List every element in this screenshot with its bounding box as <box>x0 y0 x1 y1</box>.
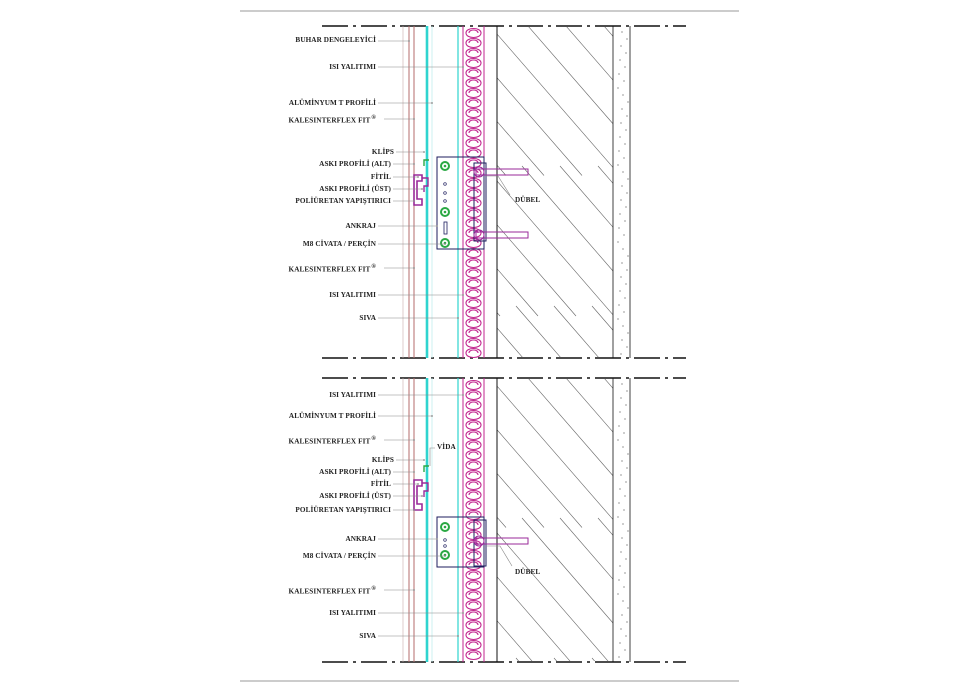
label-clip: KLİPS <box>371 148 394 156</box>
plaster-grain <box>626 390 627 391</box>
plaster-grain <box>624 572 625 573</box>
hatch-line <box>680 26 810 176</box>
leader-vapour-dot <box>408 40 410 42</box>
plaster-grain <box>621 262 622 263</box>
plaster-grain <box>623 311 624 312</box>
label-anchor: ANKRAJ <box>345 535 376 543</box>
label-polyurethane-adhesive: POLİÜRETAN YAPIŞTIRICI <box>295 197 391 205</box>
plaster-grain <box>626 621 627 622</box>
label-anchor: ANKRAJ <box>345 222 376 230</box>
hatch-line <box>642 378 772 528</box>
hatch-line <box>98 306 228 456</box>
hatch-line <box>376 378 506 528</box>
hanger-profile <box>414 175 422 205</box>
hatch-line <box>174 306 304 456</box>
plaster-grain <box>619 565 620 566</box>
hatch-line <box>680 378 810 528</box>
hatch-line <box>832 378 962 528</box>
plaster-grain <box>626 192 627 193</box>
hatch-line <box>554 306 684 456</box>
detail-top <box>98 26 980 456</box>
bracket-hole <box>444 539 447 542</box>
hatch-line <box>750 518 880 668</box>
plaster-grain <box>622 325 623 326</box>
leader-kalesinterflex-dot <box>413 118 415 120</box>
label-polyurethane-adhesive: POLİÜRETAN YAPIŞTIRICI <box>295 506 391 514</box>
hatch-line <box>744 306 874 456</box>
leader-anchor-dot <box>436 225 438 227</box>
plaster-grain <box>618 73 619 74</box>
label-insulation-2: ISI YALITIMI <box>329 609 376 617</box>
hatch-line <box>528 26 658 176</box>
hatch-line <box>522 518 652 668</box>
leader-bolt-dot <box>444 555 446 557</box>
plaster-grain <box>626 38 627 39</box>
hatch-line <box>636 166 766 316</box>
plaster-grain <box>625 635 626 636</box>
hatch-line <box>946 26 980 176</box>
plaster-grain <box>622 248 623 249</box>
plaster-grain <box>622 600 623 601</box>
leader-clip-dot <box>423 151 425 153</box>
hatch-line <box>592 658 722 692</box>
hatch-line <box>136 658 266 692</box>
plaster-grain <box>626 115 627 116</box>
plaster-grain <box>623 586 624 587</box>
hatch-line <box>744 658 874 692</box>
label-hanger-profile-lower: ASKI PROFİLİ (ALT) <box>319 468 391 476</box>
hatch-line <box>402 306 532 456</box>
plaster-grain <box>627 101 628 102</box>
plaster-grain <box>620 474 621 475</box>
leader-kalesinterflex-2-dot <box>413 267 415 269</box>
plaster-grain <box>627 332 628 333</box>
leader-hanger-lower-dot <box>413 471 415 473</box>
bracket-hole <box>444 192 447 195</box>
plaster-grain <box>625 206 626 207</box>
plaster-grain <box>624 418 625 419</box>
slot <box>444 222 447 234</box>
label-hanger-profile-upper: ASKI PROFİLİ (ÜST) <box>319 185 391 193</box>
leader-screw <box>430 448 435 466</box>
hatch-line <box>604 26 734 176</box>
hatch-line <box>414 26 544 176</box>
plaster-grain <box>626 467 627 468</box>
hatch-line <box>136 306 266 456</box>
leader-dowel <box>486 546 512 566</box>
plaster-grain <box>619 136 620 137</box>
hatch-line <box>788 518 918 668</box>
hatch-line <box>598 518 728 668</box>
hatch-line <box>516 306 646 456</box>
hatch-line <box>908 378 980 528</box>
plaster-grain <box>624 66 625 67</box>
hatch-line <box>364 658 494 692</box>
plaster-grain <box>619 213 620 214</box>
hatch-line <box>718 26 848 176</box>
plaster-grain <box>617 164 618 165</box>
label-hanger-profile-lower: ASKI PROFİLİ (ALT) <box>319 160 391 168</box>
plaster-grain <box>617 439 618 440</box>
hatch-line <box>674 518 804 668</box>
hatch-line <box>522 166 652 316</box>
plaster-grain <box>621 614 622 615</box>
label-kalesinterflex-fit-2: KALESINTERFLEX FIT® <box>288 264 376 274</box>
label-dowel: DÜBEL <box>515 568 541 576</box>
leader-kalesinterflex-dot <box>413 439 415 441</box>
hatch-line <box>560 518 690 668</box>
hatch-line <box>174 658 304 692</box>
plaster-grain <box>623 432 624 433</box>
hatch-line <box>440 306 570 456</box>
plaster-grain <box>618 425 619 426</box>
hatch-line <box>750 166 880 316</box>
label-kalesinterflex-fit: KALESINTERFLEX FIT® <box>288 115 376 125</box>
hatch-line <box>630 306 760 456</box>
plaster-grain <box>625 481 626 482</box>
hatch-line <box>250 306 380 456</box>
plaster-grain <box>625 404 626 405</box>
label-m8-bolt-rivet: M8 CİVATA / PERÇİN <box>302 240 376 248</box>
label-aluminium-t-profile: ALÜMİNYUM T PROFİLİ <box>288 99 376 107</box>
plaster-grain <box>624 143 625 144</box>
plaster-grain <box>626 269 627 270</box>
plaster-grain <box>620 353 621 354</box>
hatch-line <box>484 166 614 316</box>
plaster-grain <box>627 255 628 256</box>
label-screw: VİDA <box>437 443 456 451</box>
hatch-line <box>870 378 980 528</box>
concrete-hatch <box>98 26 980 456</box>
leader-adhesive-dot <box>413 200 415 202</box>
label-aluminium-t-profile: ALÜMİNYUM T PROFİLİ <box>288 412 376 420</box>
hatch-line <box>712 518 842 668</box>
label-hanger-profile-upper: ASKI PROFİLİ (ÜST) <box>319 492 391 500</box>
bracket-hole <box>444 545 447 548</box>
hatch-line <box>528 378 658 528</box>
hatch-line <box>636 518 766 668</box>
hatch-line <box>718 378 848 528</box>
label-m8-bolt-rivet: M8 CİVATA / PERÇİN <box>302 552 376 560</box>
plaster-grain <box>619 290 620 291</box>
label-insulation: ISI YALITIMI <box>329 391 376 399</box>
hatch-line <box>566 26 696 176</box>
hatch-line <box>794 26 924 176</box>
hatch-line <box>566 378 696 528</box>
plaster-grain <box>619 642 620 643</box>
label-kalesinterflex-fit: KALESINTERFLEX FIT® <box>288 436 376 446</box>
label-plaster: SIVA <box>359 632 376 640</box>
hatch-line <box>674 166 804 316</box>
plaster-grain <box>618 150 619 151</box>
plaster-grain <box>621 460 622 461</box>
plaster-grain <box>617 593 618 594</box>
hatch-line <box>592 306 722 456</box>
leader-t-profile-dot <box>431 415 433 417</box>
plaster-grain <box>624 297 625 298</box>
hatch-line <box>490 26 620 176</box>
plaster-grain <box>622 171 623 172</box>
hatch-line <box>212 658 342 692</box>
plaster-grain <box>625 52 626 53</box>
hatch-line <box>756 378 886 528</box>
hatch-line <box>484 518 614 668</box>
plaster-grain <box>620 199 621 200</box>
hatch-line <box>288 658 418 692</box>
plaster-grain <box>619 411 620 412</box>
detail-bottom <box>98 378 980 692</box>
bracket-hole <box>444 183 447 186</box>
hatch-line <box>604 378 734 528</box>
plaster-grain <box>622 94 623 95</box>
plaster-grain <box>619 59 620 60</box>
bolt-center <box>444 211 447 214</box>
plaster-grain <box>621 31 622 32</box>
hatch-line <box>288 306 418 456</box>
plaster-grain <box>618 227 619 228</box>
plaster-grain <box>620 122 621 123</box>
plaster-grain <box>618 502 619 503</box>
label-kalesinterflex-fit-2: KALESINTERFLEX FIT® <box>288 586 376 596</box>
label-insulation-2: ISI YALITIMI <box>329 291 376 299</box>
plaster-grain <box>627 607 628 608</box>
plaster-grain <box>621 537 622 538</box>
hatch-line <box>402 658 532 692</box>
hatch-line <box>946 378 980 528</box>
leader-anchor-dot <box>436 538 438 540</box>
hatch-line <box>642 26 772 176</box>
hatch-line <box>712 166 842 316</box>
plaster-grain <box>617 241 618 242</box>
leader-adhesive-dot <box>413 509 415 511</box>
plaster-grain <box>621 383 622 384</box>
plaster-grain <box>624 220 625 221</box>
leader-t-profile-dot <box>431 102 433 104</box>
plaster-grain <box>617 87 618 88</box>
hatch-line <box>864 518 980 668</box>
plaster-grain <box>623 80 624 81</box>
hatch-line <box>478 658 608 692</box>
hatch-line <box>756 26 886 176</box>
hatch-line <box>630 658 760 692</box>
hatch-line <box>908 26 980 176</box>
plaster-grain <box>623 234 624 235</box>
hatch-line <box>706 306 836 456</box>
label-clip: KLİPS <box>371 456 394 464</box>
hatch-line <box>490 378 620 528</box>
hatch-line <box>864 166 980 316</box>
plaster-grain <box>625 129 626 130</box>
leader-hanger-upper-dot <box>421 188 423 190</box>
hatch-line <box>794 378 924 528</box>
bolt-center <box>444 165 447 168</box>
concrete-hatch <box>98 378 980 692</box>
plaster-grain <box>627 178 628 179</box>
plaster-grain <box>620 45 621 46</box>
plaster-grain <box>620 397 621 398</box>
label-wick: FİTİL <box>370 173 391 181</box>
hatch-line <box>516 658 646 692</box>
leader-clip-dot <box>423 459 425 461</box>
label-dowel: DÜBEL <box>515 196 541 204</box>
hatch-line <box>250 658 380 692</box>
hatch-line <box>326 306 456 456</box>
hatch-line <box>826 518 956 668</box>
hatch-line <box>560 166 690 316</box>
hatch-line <box>554 658 684 692</box>
hatch-line <box>440 658 570 692</box>
hatch-line <box>98 658 228 692</box>
bolt-center <box>444 526 447 529</box>
leader-insulation-dot <box>462 394 464 396</box>
hatch-line <box>826 166 956 316</box>
plaster-grain <box>627 453 628 454</box>
hatch-line <box>832 26 962 176</box>
plaster-grain <box>620 628 621 629</box>
hatch-line <box>212 306 342 456</box>
label-wick: FİTİL <box>370 480 391 488</box>
hatch-line <box>668 306 798 456</box>
hatch-line <box>326 658 456 692</box>
plaster-grain <box>619 488 620 489</box>
leader-plaster-dot <box>457 317 459 319</box>
hatch-line <box>414 378 544 528</box>
hatch-line <box>870 26 980 176</box>
leader-insulation-dot <box>462 66 464 68</box>
label-insulation: ISI YALITIMI <box>329 63 376 71</box>
leader-wick-dot <box>417 483 419 485</box>
leader-plaster-dot <box>457 635 459 637</box>
leader-insulation-2-dot <box>462 294 464 296</box>
plaster-grain <box>624 495 625 496</box>
plaster-grain <box>622 446 623 447</box>
plaster-grain <box>618 304 619 305</box>
leader-hanger-lower-dot <box>413 163 415 165</box>
plaster-grain <box>621 339 622 340</box>
plaster-grain <box>621 185 622 186</box>
plaster-grain <box>627 530 628 531</box>
plaster-grain <box>626 346 627 347</box>
plaster-grain <box>623 509 624 510</box>
plaster-grain <box>618 656 619 657</box>
plaster-grain <box>625 558 626 559</box>
plaster-grain <box>622 523 623 524</box>
plaster-grain <box>623 157 624 158</box>
plaster-grain <box>618 579 619 580</box>
plaster-grain <box>626 544 627 545</box>
plaster-grain <box>621 108 622 109</box>
hatch-line <box>668 658 798 692</box>
leader-kalesinterflex-2-dot <box>413 589 415 591</box>
hatch-line <box>788 166 918 316</box>
label-plaster: SIVA <box>359 314 376 322</box>
hatch-line <box>376 26 506 176</box>
leader-wick-dot <box>417 176 419 178</box>
leader-insulation-2-dot <box>462 612 464 614</box>
plaster-grain <box>617 318 618 319</box>
leader-bolt-dot <box>444 243 446 245</box>
hatch-line <box>598 166 728 316</box>
hatch-line <box>706 658 836 692</box>
plaster-grain <box>625 283 626 284</box>
plaster-grain <box>620 551 621 552</box>
plaster-grain <box>620 276 621 277</box>
plaster-grain <box>617 516 618 517</box>
leader-hanger-upper-dot <box>421 495 423 497</box>
label-vapour-balancer: BUHAR DENGELEYİCİ <box>295 36 376 44</box>
bracket-hole <box>444 200 447 203</box>
plaster-grain <box>624 649 625 650</box>
